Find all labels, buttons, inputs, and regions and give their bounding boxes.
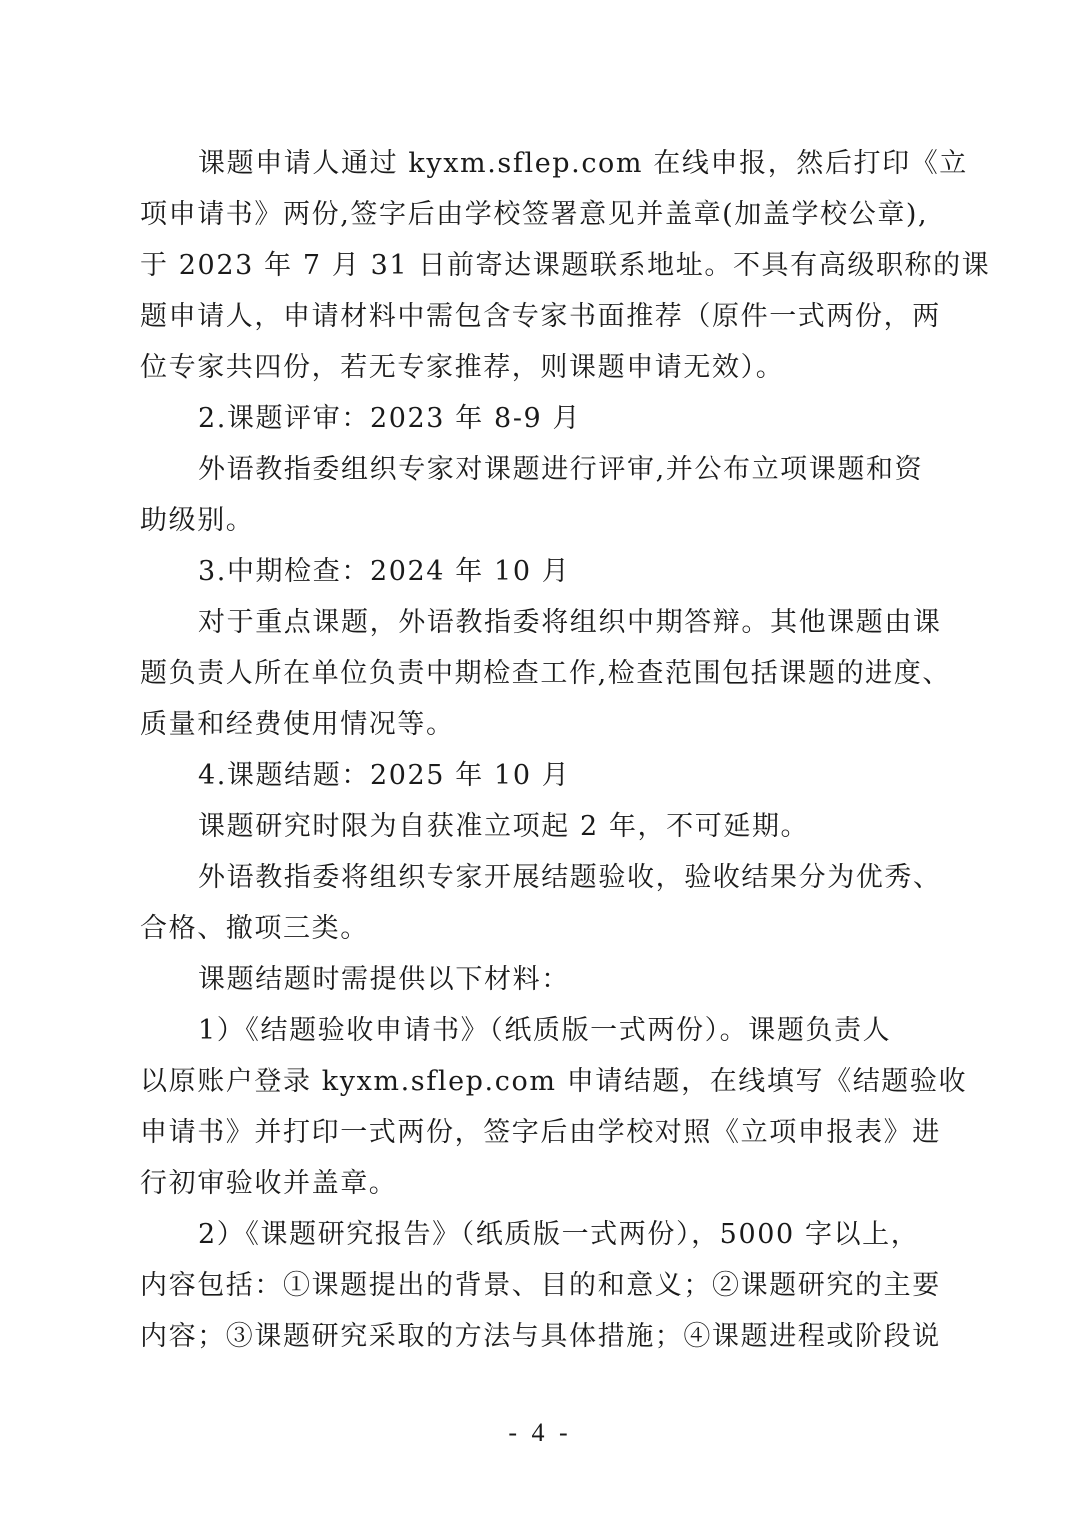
paragraph-line: 内容包括：①课题提出的背景、目的和意义；②课题研究的主要 bbox=[140, 1270, 941, 1301]
page-number: - 4 - bbox=[508, 1418, 572, 1447]
paragraph-line: 申请书》并打印一式两份，签字后由学校对照《立项申报表》进 bbox=[140, 1117, 941, 1148]
paragraph-line: 外语教指委组织专家对课题进行评审,并公布立项课题和资 bbox=[198, 454, 924, 485]
list-item: 1）《结题验收申请书》（纸质版一式两份）。课题负责人 bbox=[198, 1015, 892, 1046]
section-heading: 2.课题评审：2023 年 8-9 月 bbox=[198, 403, 582, 434]
paragraph-line: 位专家共四份，若无专家推荐，则课题申请无效）。 bbox=[140, 352, 785, 383]
section-heading: 4.课题结题：2025 年 10 月 bbox=[198, 760, 571, 791]
paragraph-line: 外语教指委将组织专家开展结题验收，验收结果分为优秀、 bbox=[198, 862, 942, 893]
paragraph-line: 对于重点课题，外语教指委将组织中期答辩。其他课题由课 bbox=[198, 607, 942, 638]
section-heading: 3.中期检查：2024 年 10 月 bbox=[198, 556, 571, 587]
paragraph-line: 于 2023 年 7 月 31 日前寄达课题联系地址。不具有高级职称的课 bbox=[140, 250, 991, 281]
paragraph-line: 行初审验收并盖章。 bbox=[140, 1168, 398, 1199]
paragraph-line: 项申请书》两份,签字后由学校签署意见并盖章(加盖学校公章), bbox=[140, 199, 929, 230]
paragraph-line: 合格、撤项三类。 bbox=[140, 913, 369, 944]
list-item: 2）《课题研究报告》（纸质版一式两份），5000 字以上， bbox=[198, 1219, 920, 1250]
paragraph-line: 课题结题时需提供以下材料： bbox=[198, 964, 570, 995]
paragraph-line: 题负责人所在单位负责中期检查工作,检查范围包括课题的进度、 bbox=[140, 658, 951, 689]
paragraph-line: 助级别。 bbox=[140, 505, 255, 536]
paragraph-line: 题申请人，申请材料中需包含专家书面推荐（原件一式两份，两 bbox=[140, 301, 941, 332]
paragraph-line: 内容；③课题研究采取的方法与具体措施；④课题进程或阶段说 bbox=[140, 1321, 941, 1352]
paragraph-line: 课题申请人通过 kyxm.sflep.com 在线申报，然后打印《立 bbox=[198, 148, 968, 179]
paragraph-line: 以原账户登录 kyxm.sflep.com 申请结题，在线填写《结题验收 bbox=[140, 1066, 968, 1097]
paragraph-line: 课题研究时限为自获准立项起 2 年，不可延期。 bbox=[198, 811, 810, 842]
paragraph-line: 质量和经费使用情况等。 bbox=[140, 709, 455, 740]
